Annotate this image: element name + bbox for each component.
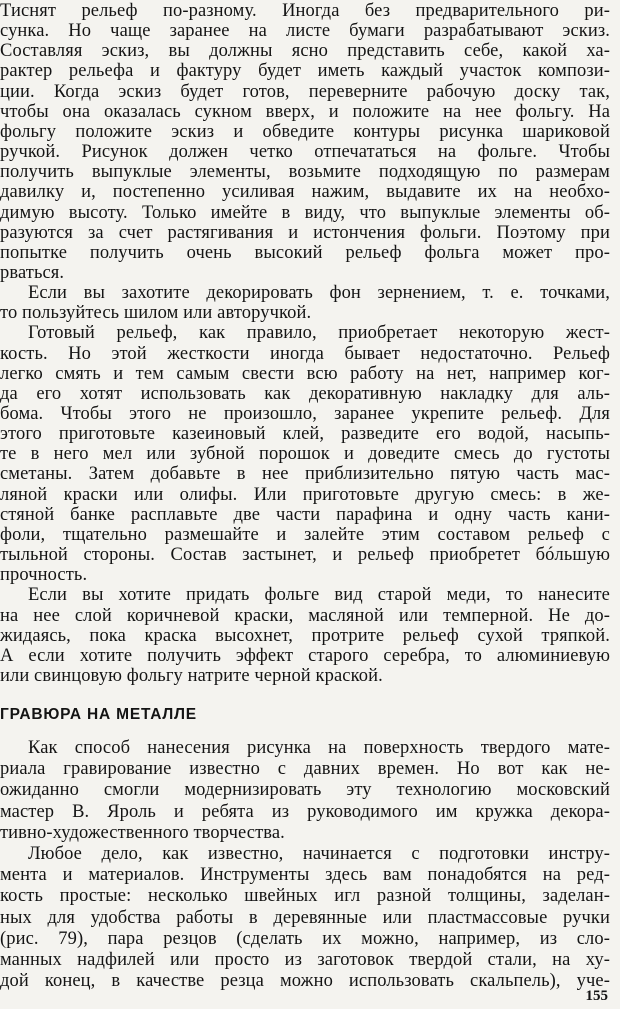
text-line: мента и материалов. Инструменты здесь вам понадобятся на ред-	[0, 865, 610, 886]
text-line: рактер рельефа и фактуру будет иметь каждый участок компози-	[0, 61, 610, 82]
text-line: легко смять и тем самым свести всю работу на нет, например ког-	[0, 363, 610, 384]
text-line: Составляя эскиз, вы должны ясно представить себе, какой ха-	[0, 41, 610, 62]
text-line: сметаны. Затем добавьте в нее приблизительно пятую часть мас-	[0, 464, 610, 485]
text-line: Любое дело, как известно, начинается с подготовки инстру-	[28, 844, 610, 864]
text-line: те в него мел или зубной порошок и доведите смесь до густоты	[0, 444, 610, 465]
text-line: сунка. Но чаще заранее на листе бумаги разрабатывают эскиз.	[0, 21, 610, 42]
text-line: Тиснят рельеф по-разному. Иногда без предварительного ри-	[0, 1, 610, 21]
text-line: прочность.	[0, 565, 88, 586]
text-line: кость. Но этой жесткости иногда бывает недостаточно. Рельеф	[0, 343, 610, 364]
text-line: димую высоту. Только имейте в виду, что выпуклые элементы об-	[0, 202, 610, 223]
text-line: Если вы захотите декорировать фон зернением, т. е. точками,	[28, 283, 610, 304]
text-line: чтобы она оказалась сукном вверх, и положите на нее фольгу. На	[0, 101, 610, 122]
section-heading: ГРАВЮРА НА МЕТАЛЛЕ	[0, 706, 197, 723]
text-line: да его хотят использовать как декоративную накладку для аль-	[0, 383, 610, 404]
text-line: ных для удобства работы в деревянные или пластмассовые ручки	[0, 907, 610, 928]
text-line: то пользуйтесь шилом или авторучкой.	[0, 303, 312, 324]
text-line: ручкой. Рисунок должен четко отпечататься на фольге. Чтобы	[0, 142, 610, 163]
text-line: бома. Чтобы этого не произошло, заранее укрепите рельеф. Для	[0, 404, 610, 424]
text-line: мастер В. Яроль и ребята из руководимого им кружка декора-	[0, 801, 610, 822]
text-line: Как способ нанесения рисунка на поверхность твердого мате-	[28, 738, 610, 758]
text-line: попытке получить очень высокий рельеф фольга может про-	[0, 242, 610, 263]
text-line: (рис. 79), пара резцов (сделать их можно, например, из сло-	[0, 928, 610, 949]
text-line: фоли, тщательно размешайте и залейте этим составом рельеф с	[0, 524, 610, 545]
text-line: жидаясь, пока краска высохнет, протрите рельеф сухой тряпкой.	[0, 625, 610, 646]
text-line: кость простые: несколько швейных игл разной толщины, заделан-	[0, 886, 610, 907]
text-line: стяной банке расплавьте две части парафина и одну часть кани-	[0, 504, 610, 525]
text-line: давилку и, постепенно усиливая нажим, выдавите их на необхо-	[0, 182, 610, 203]
text-line: тыльной стороны. Состав застынет, и рельеф приобретет бóльшую	[0, 545, 610, 566]
text-line: этого приготовьте казеиновый клей, разведите его водой, насыпь-	[0, 424, 610, 445]
text-line: А если хотите получить эффект старого серебра, то алюминиевую	[0, 645, 610, 666]
text-line: или свинцовую фольгу натрите черной краской.	[0, 665, 383, 686]
text-line: рваться.	[0, 262, 65, 283]
text-line: фольгу положите эскиз и обведите контуры рисунка шариковой	[0, 121, 610, 142]
text-line: тивно-художественного творчества.	[0, 822, 285, 843]
text-line: ляной краски или олифы. Или приготовьте другую смесь: в же-	[0, 484, 610, 505]
text-line: Готовый рельеф, как правило, приобретает некоторую жест-	[28, 323, 610, 344]
text-line: риала гравирование известно с давних времен. Но вот как не-	[0, 759, 610, 780]
text-line: ции. Когда эскиз будет готов, переверните рабочую доску так,	[0, 81, 610, 102]
page-number: 155	[585, 988, 608, 1004]
text-line: на нее слой коричневой краски, масляной или темперной. Не до-	[0, 605, 610, 626]
text-line: ожиданно смогли модернизировать эту технологию московский	[0, 780, 610, 801]
text-line: получить выпуклые элементы, возьмите подходящую по размерам	[0, 162, 610, 183]
text-line: Если вы хотите придать фольге вид старой меди, то нанесите	[28, 585, 610, 606]
text-line: дой конец, в качестве резца можно использовать скальпель), уче-	[0, 971, 610, 992]
text-line: разуются за счет растягивания и истончения фольги. Поэтому при	[0, 222, 610, 243]
text-line: манных надфилей или просто из заготовок твердой стали, на ху-	[0, 950, 610, 970]
